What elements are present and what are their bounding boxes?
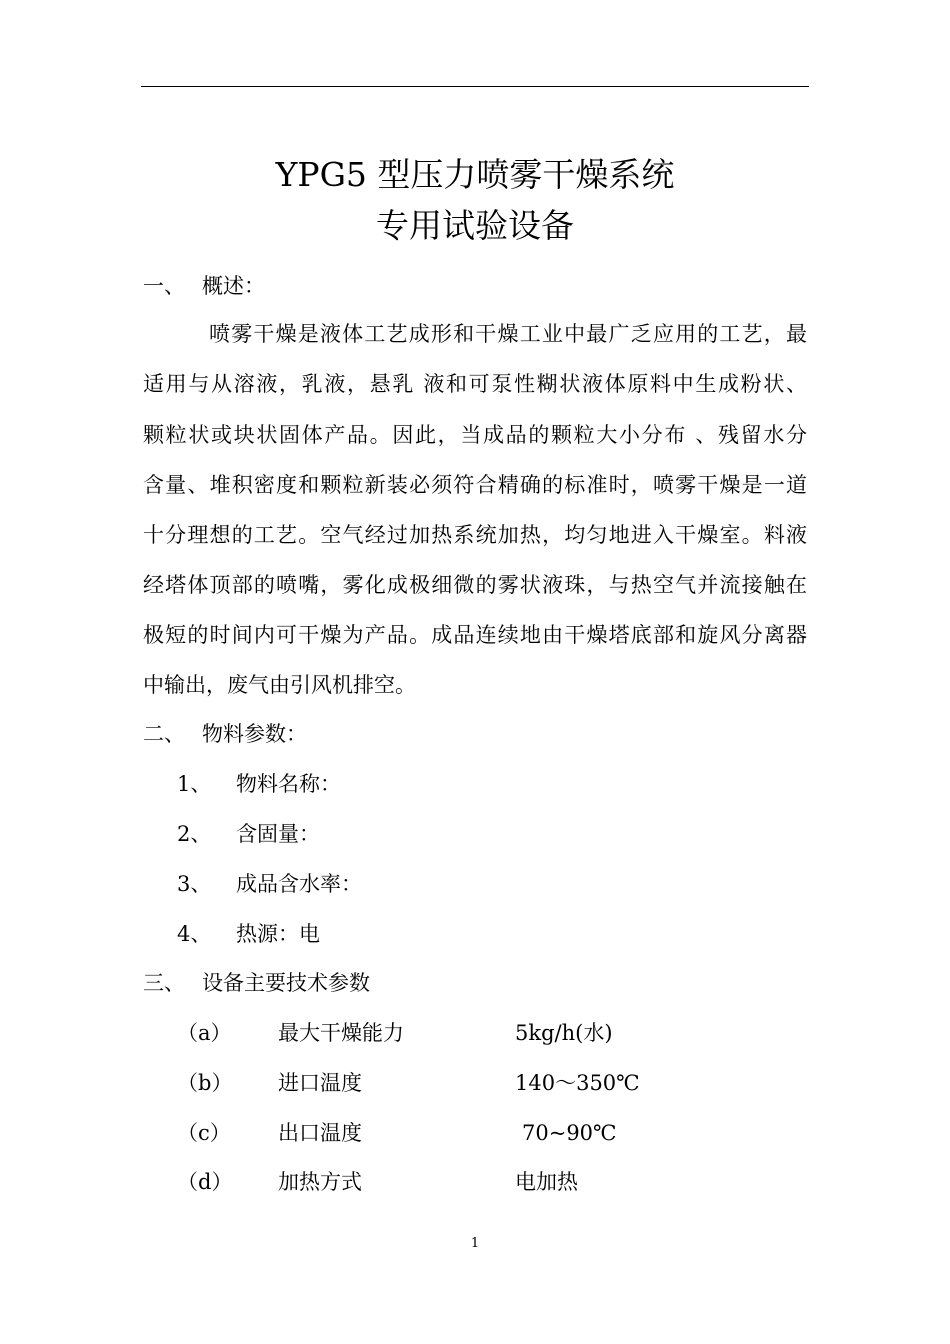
paragraph-line: 极短的时间内可干燥为产品。成品连续地由干燥塔底部和旋风分离器 — [143, 623, 807, 647]
list-item-number: 4、 — [177, 922, 212, 946]
list-item-number: 1、 — [177, 772, 212, 796]
paragraph-line: 中输出，废气由引风机排空。 — [143, 673, 416, 697]
paragraph-line: 十分理想的工艺。空气经过加热系统加热，均匀地进入干燥室。料液 — [143, 523, 807, 547]
list-item-label: 含固量： — [236, 822, 320, 846]
param-key: （a） — [177, 1021, 232, 1045]
param-name: 出口温度 — [278, 1121, 362, 1145]
param-name: 加热方式 — [278, 1170, 362, 1194]
section-1-heading: 概述： — [202, 274, 265, 298]
list-item-number: 3、 — [177, 872, 212, 896]
paragraph-line: 颗粒状或块状固体产品。因此，当成品的颗粒大小分布 、残留水分 — [143, 423, 807, 447]
param-value: 电加热 — [515, 1170, 578, 1194]
document-title-line-1: YPG5 型压力喷雾干燥系统 — [275, 155, 675, 194]
param-name: 进口温度 — [278, 1071, 362, 1095]
paragraph-line: 含量、堆积密度和颗粒新装必须符合精确的标准时，喷雾干燥是一道 — [143, 473, 807, 497]
list-item-label: 热源：电 — [236, 922, 320, 946]
param-key: （b） — [177, 1071, 233, 1095]
list-item-number: 2、 — [177, 822, 212, 846]
param-value: 5kg/h(水) — [515, 1021, 613, 1045]
paragraph-line: 喷雾干燥是液体工艺成形和干燥工业中最广乏应用的工艺，最 — [209, 322, 807, 346]
list-item-label: 物料名称： — [236, 772, 341, 796]
param-value: 70~90℃ — [522, 1121, 617, 1145]
section-1-number: 一、 — [143, 274, 185, 298]
param-value: 140～350℃ — [515, 1071, 640, 1095]
section-2-heading: 物料参数： — [202, 722, 307, 746]
section-3-heading: 设备主要技术参数 — [202, 971, 370, 995]
page-number: 1 — [470, 1236, 480, 1251]
header-rule — [141, 86, 809, 87]
section-2-number: 二、 — [143, 722, 185, 746]
param-key: （c） — [177, 1121, 231, 1145]
document-title-line-2: 专用试验设备 — [376, 206, 574, 245]
paragraph-line: 经塔体顶部的喷嘴，雾化成极细微的雾状液珠，与热空气并流接触在 — [143, 573, 807, 597]
list-item-label: 成品含水率： — [236, 872, 362, 896]
param-name: 最大干燥能力 — [278, 1021, 404, 1045]
param-key: （d） — [177, 1170, 233, 1194]
paragraph-line: 适用与从溶液，乳液，悬乳 液和可泵性糊状液体原料中生成粉状、 — [143, 372, 807, 396]
section-3-number: 三、 — [143, 971, 185, 995]
